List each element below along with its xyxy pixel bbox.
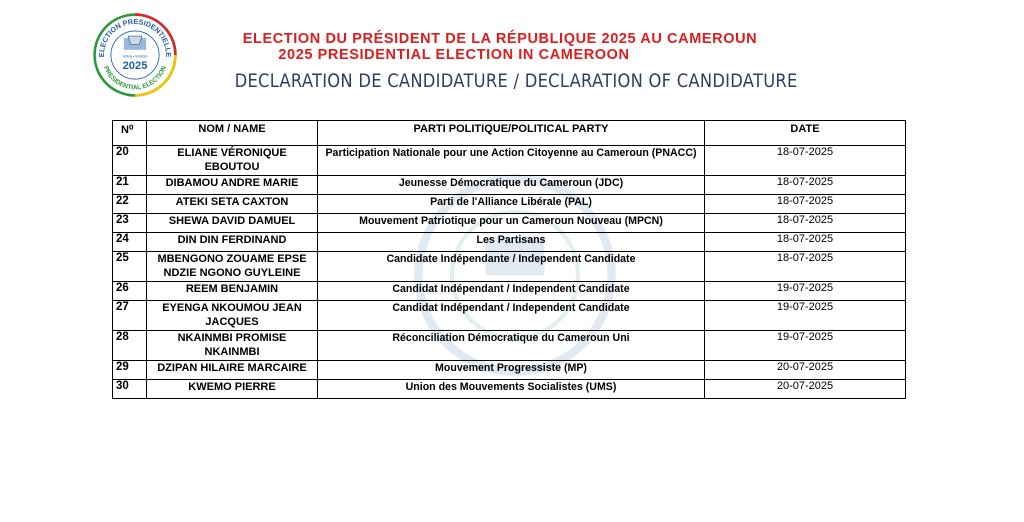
declaration-date: 19-07-2025 [705,301,906,331]
candidate-name: NKAINMBI PROMISE NKAINMBI [147,331,318,361]
party-name: Candidat Indépendant / Independent Candidate [318,301,705,331]
table-row [113,380,906,399]
candidate-name: REEM BENJAMIN [147,282,318,301]
logo-ring-top: ELECTION PRESIDENTIELLE [97,16,173,58]
party-name: Jeunesse Démocratique du Cameroun (JDC) [318,176,705,195]
table-row [113,361,906,380]
candidate-name: DIBAMOU ANDRE MARIE [147,176,318,195]
candidate-name: ELIANE VÉRONIQUE EBOUTOU [147,146,318,176]
title-english: 2025 PRESIDENTIAL ELECTION IN CAMEROON [278,47,630,63]
table-row [113,301,906,331]
declaration-date: 18-07-2025 [705,252,906,282]
row-number: 27 [113,301,147,331]
declaration-date: 18-07-2025 [705,176,906,195]
party-name: Mouvement Patriotique pour un Cameroun Nouveau (MPCN) [318,214,705,233]
row-number: 30 [113,380,147,399]
row-number: 22 [113,195,147,214]
row-number: 26 [113,282,147,301]
logo-ring-bottom: PRESIDENTIAL ELECTION [102,65,168,92]
declaration-date: 18-07-2025 [705,214,906,233]
table-row [113,195,906,214]
row-number: 20 [113,146,147,176]
table-row [113,214,906,233]
row-number: 29 [113,361,147,380]
candidate-name: ATEKI SETA CAXTON [147,195,318,214]
candidate-name: DZIPAN HILAIRE MARCAIRE [147,361,318,380]
declaration-date: 20-07-2025 [705,361,906,380]
table-row [113,176,906,195]
column-header-date: DATE [705,121,906,146]
candidate-name: KWEMO PIERRE [147,380,318,399]
table-row [113,282,906,301]
declaration-date: 20-07-2025 [705,380,906,399]
row-number: 25 [113,252,147,282]
party-name: Candidat Indépendant / Independent Candidate [318,282,705,301]
row-number: 23 [113,214,147,233]
page-subtitle: DECLARATION DE CANDIDATURE / DECLARATION OF CANDIDATURE [234,70,798,92]
party-name: Participation Nationale pour une Action Citoyenne au Cameroun (PNACC) [318,146,705,176]
party-name: Réconciliation Démocratique du Cameroun Uni [318,331,705,361]
table-row [113,331,906,361]
table-row [113,252,906,282]
row-number: 24 [113,233,147,252]
candidate-name: MBENGONO ZOUAME EPSE NDZIE NGONO GUYLEINE [147,252,318,282]
candidate-name: SHEWA DAVID DAMUEL [147,214,318,233]
row-number: 28 [113,331,147,361]
party-name: Parti de l'Alliance Libérale (PAL) [318,195,705,214]
candidate-name: EYENGA NKOUMOU JEAN JACQUES [147,301,318,331]
candidate-name: DIN DIN FERDINAND [147,233,318,252]
declaration-date: 18-07-2025 [705,233,906,252]
column-header-party: PARTI POLITIQUE/POLITICAL PARTY [318,121,705,146]
table-header-row [113,121,906,146]
declaration-date: 18-07-2025 [705,195,906,214]
row-number: 21 [113,176,147,195]
party-name: Candidate Indépendante / Independent Candidate [318,252,705,282]
party-name: Mouvement Progressiste (MP) [318,361,705,380]
party-name: Les Partisans [318,233,705,252]
table-row [113,146,906,176]
logo-year: 2025 [122,59,148,72]
table-row [113,233,906,252]
candidates-table [112,120,906,399]
declaration-date: 19-07-2025 [705,282,906,301]
logo-mini-text: Voting • Votation [122,54,148,59]
title-french: ELECTION DU PRÉSIDENT DE LA RÉPUBLIQUE 2025 AU CAMEROUN [242,31,758,47]
party-name: Union des Mouvements Socialistes (UMS) [318,380,705,399]
column-header-name: NOM / NAME [147,121,318,146]
column-header-number: N⁰ [113,121,147,146]
declaration-date: 18-07-2025 [705,146,906,176]
declaration-date: 19-07-2025 [705,331,906,361]
